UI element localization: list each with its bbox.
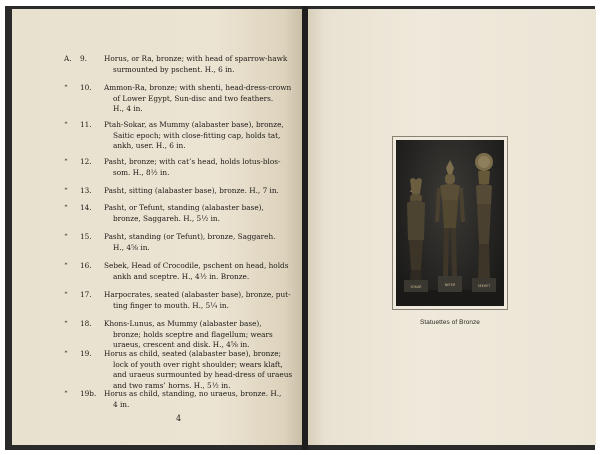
page-number: 4 — [176, 414, 182, 423]
entry-line: bronze; holds sceptre and flagellum; wears — [113, 329, 273, 339]
entry-line: and uraeus surmounted by head-dress of uraeus — [113, 370, 293, 379]
entry-number: 16. — [80, 261, 92, 270]
entry-number: 19b. — [80, 389, 97, 398]
entry-line: Sebek, Head of Crocodile, pschent on head, holds — [104, 261, 289, 270]
entry-line: Pasht, standing (or Tefunt), bronze, Saggareh. — [104, 232, 276, 241]
entry-line: Ptah-Sokar, as Mummy (alabaster base), bronze, — [104, 120, 284, 129]
entry-description — [104, 349, 293, 391]
statuette-nefer — [435, 160, 465, 292]
entry-description — [104, 120, 286, 152]
statuettes-illustration — [396, 140, 504, 306]
entry-description — [104, 319, 286, 351]
entry-line: ankh and sceptre. H., 4½ in. Bronze. — [113, 271, 250, 281]
entry-line: Harpocrates, seated (alabaster base), bronze, put- — [104, 290, 291, 299]
label-sokar: SOKAR — [410, 285, 422, 289]
entry-line: Horus as child, seated (alabaster base), bronze; — [104, 349, 281, 358]
entry-number: 15. — [80, 232, 92, 241]
shelf — [396, 290, 504, 306]
entry-mark: “ — [64, 203, 68, 212]
entry-line: and two rams’ horns. H., 5½ in. — [113, 380, 231, 390]
entry-line: Pasht, bronze; with cat’s head, holds lotus-blos- — [104, 157, 281, 166]
entry-line: H., 4⅝ in. — [113, 242, 150, 252]
entry-number: 11. — [80, 120, 92, 129]
entry-description — [104, 261, 289, 282]
label-nefer: NEFER — [444, 283, 456, 287]
entry-number: 9. — [80, 54, 87, 63]
entry-number: 14. — [80, 203, 92, 212]
entry-line: Horus, or Ra, bronze; with head of sparrow-hawk — [104, 54, 288, 63]
entry-description — [104, 54, 286, 75]
label-sekhet: SEKHET — [477, 284, 491, 288]
entry-mark: “ — [64, 389, 68, 398]
entry-line: surmounted by pschent. H., 6 in. — [113, 64, 235, 74]
entry-number: 19. — [80, 349, 92, 358]
entry-line: Khons-Lunus, as Mummy (alabaster base), — [104, 319, 262, 328]
left-page — [12, 9, 302, 445]
entry-number: 17. — [80, 290, 92, 299]
entry-mark: “ — [64, 83, 68, 92]
statuette-sekhet — [472, 153, 496, 292]
entry-description — [104, 186, 286, 197]
entry-line: Saitic epoch; with close-fitting cap, holds tat, — [113, 130, 281, 140]
entry-line: H., 4 in. — [113, 104, 143, 113]
entry-mark: “ — [64, 261, 68, 270]
entry-description — [104, 232, 286, 253]
entry-mark: “ — [64, 120, 68, 129]
catalogue-entries — [12, 9, 302, 445]
entry-line: ting finger to mouth. H., 5¼ in. — [113, 300, 229, 310]
entry-number: 10. — [80, 83, 92, 92]
entry-mark: “ — [64, 157, 68, 166]
entry-line: of Lower Egypt, Sun-disc and two feathers. — [113, 93, 274, 103]
entry-description — [104, 290, 291, 311]
entry-description — [104, 203, 286, 224]
entry-number: 13. — [80, 186, 92, 195]
entry-line: som. H., 8½ in. — [113, 167, 170, 177]
entry-description — [104, 389, 286, 410]
entry-line: Horus as child, standing, no uraeus, bronze. H., — [104, 389, 282, 398]
entry-line: uraeus, crescent and disk. H., 4⅝ in. — [113, 340, 250, 349]
statuette-sokar — [404, 178, 428, 292]
entry-line: Ammon-Ra, bronze; with shenti, head-dress-crown — [104, 83, 292, 92]
entry-line: 4 in. — [113, 399, 130, 409]
entry-line: Pasht, or Tefunt, standing (alabaster base), — [104, 203, 264, 212]
statuettes-photograph — [396, 140, 504, 306]
entry-line: ankh, user. H., 6 in. — [113, 141, 186, 150]
entry-mark: A. — [64, 54, 72, 63]
entry-description — [104, 83, 292, 115]
entry-line: lock of youth over right shoulder; wears klaft, — [113, 359, 283, 369]
entry-number: 12. — [80, 157, 92, 166]
plate-caption: Statuettes of Bronze — [420, 319, 480, 326]
entry-number: 18. — [80, 319, 92, 328]
entry-mark: “ — [64, 349, 68, 358]
entry-mark: “ — [64, 290, 68, 299]
entry-line: Pasht, sitting (alabaster base), bronze. H., 7 in. — [104, 186, 279, 195]
entry-mark: “ — [64, 186, 68, 195]
entry-line: bronze, Saggareh. H., 5½ in. — [113, 213, 220, 223]
entry-mark: “ — [64, 232, 68, 241]
entry-description — [104, 157, 286, 178]
entry-mark: “ — [64, 319, 68, 328]
